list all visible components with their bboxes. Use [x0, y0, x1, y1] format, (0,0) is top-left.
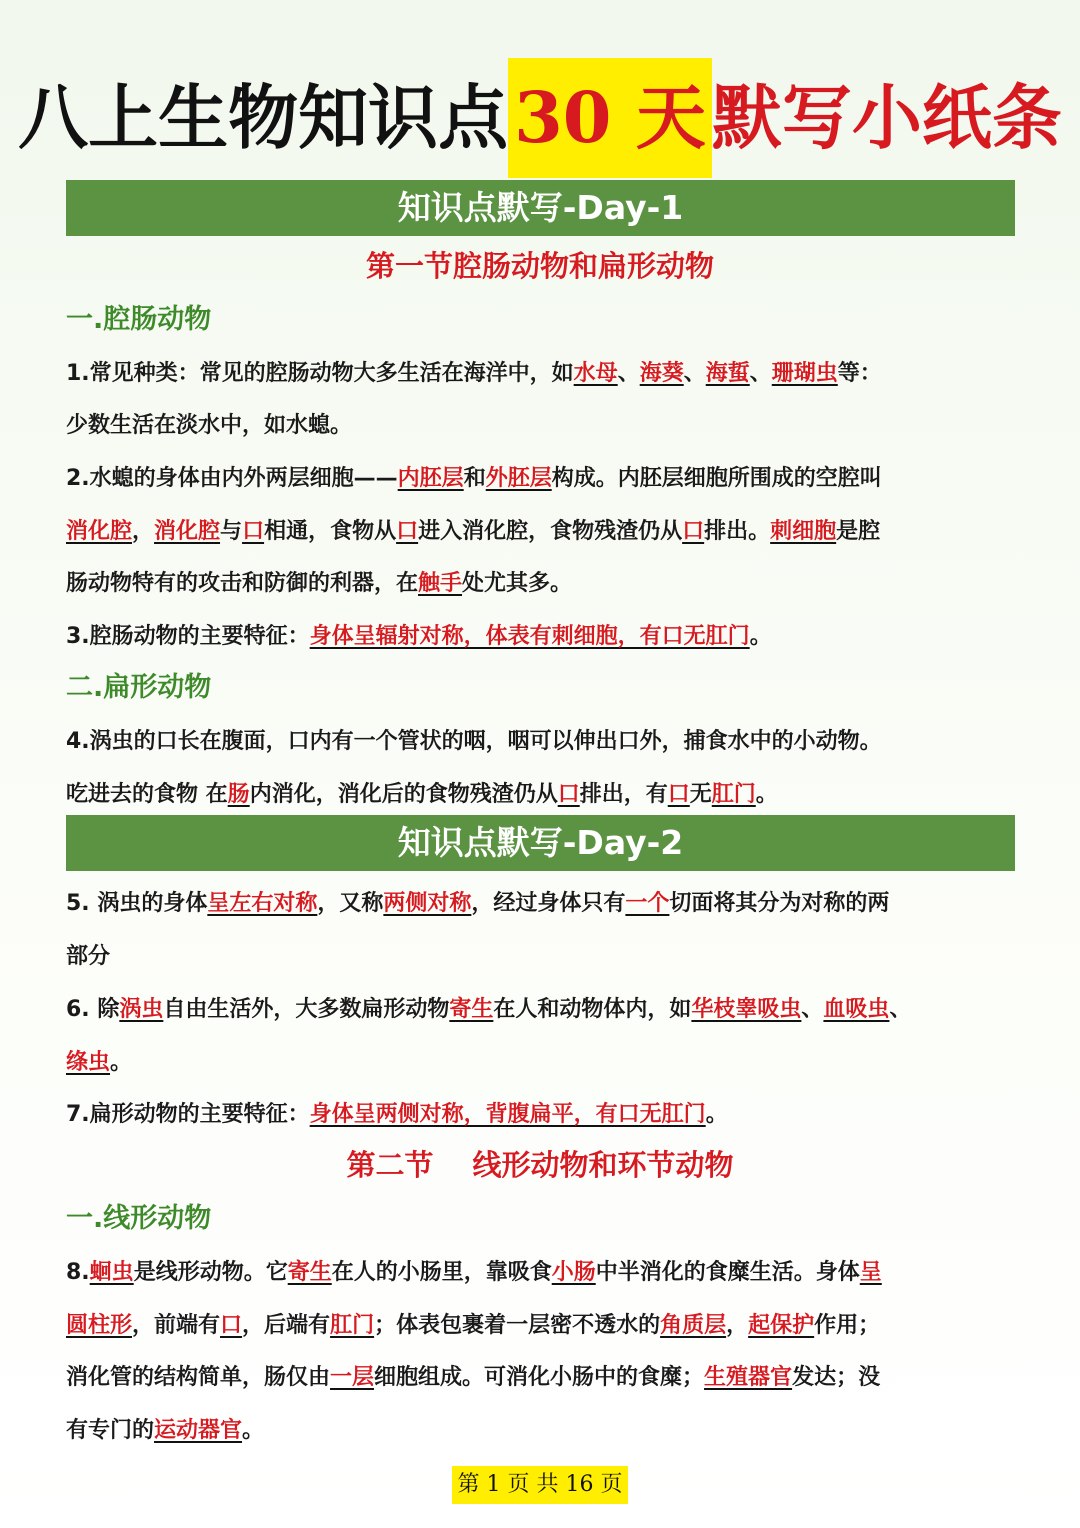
answer: 肛门: [711, 782, 756, 807]
text-line: 3.腔肠动物的主要特征：身体呈辐射对称，体表有刺细胞，有口无肛门。: [66, 624, 772, 649]
subheading-flatworms: 二.扁形动物: [66, 672, 212, 703]
answer: 口: [242, 519, 265, 544]
answer: 触手: [418, 571, 463, 596]
answer: 生殖器官: [704, 1365, 793, 1390]
answer: 寄生: [287, 1260, 332, 1285]
answer: 消化腔: [66, 519, 133, 544]
answer: 口: [682, 519, 705, 544]
text-line: 少数生活在淡水中，如水螅。: [66, 413, 353, 438]
answer: 寄生: [449, 997, 494, 1022]
page-footer: [0, 1466, 1080, 1504]
answer: 绦虫: [66, 1050, 111, 1075]
title-part-3: 默写小纸条: [711, 76, 1062, 159]
answer: 内胚层: [397, 466, 464, 491]
answer: 起保护: [748, 1313, 815, 1338]
text-line: 消化管的结构简单，肠仅由一层细胞组成。可消化小肠中的食糜；生殖器官发达；没: [66, 1365, 881, 1390]
text-line: 4.涡虫的口长在腹面，口内有一个管状的咽，咽可以伸出口外，捕食水中的小动物。: [66, 729, 882, 754]
text-line: 部分: [66, 944, 111, 969]
answer: 肠: [227, 782, 250, 807]
text-line: 吃进去的食物 在肠内消化，消化后的食物残渣仍从口排出，有口无肛门。: [66, 782, 778, 807]
text-line: 2.水螅的身体由内外两层细胞——内胚层和外胚层构成。内胚层细胞所围成的空腔叫: [66, 466, 882, 491]
answer: 身体呈辐射对称，体表有刺细胞，有口无肛门: [309, 624, 750, 649]
answer: 两侧对称: [383, 891, 472, 916]
answer: 口: [557, 782, 580, 807]
page-title: [0, 58, 1080, 178]
answer: 一个: [625, 891, 670, 916]
text-line: 8.蛔虫是线形动物。它寄生在人的小肠里，靠吸食小肠中半消化的食糜生活。身体呈: [66, 1260, 882, 1285]
section-2-title: 第二节 线形动物和环节动物: [346, 1148, 734, 1182]
answer: 外胚层: [485, 466, 552, 491]
answer: 口: [396, 519, 419, 544]
answer: 血吸虫: [823, 997, 890, 1022]
answer: 圆柱形: [66, 1313, 133, 1338]
answer: 珊瑚虫: [771, 361, 838, 386]
answer: 海蜇: [705, 361, 750, 386]
text-line: 消化腔，消化腔与口相通，食物从口进入消化腔，食物残渣仍从口排出。刺细胞是腔: [66, 519, 881, 544]
text-line: 肠动物特有的攻击和防御的利器，在触手处尤其多。: [66, 571, 573, 596]
answer: 一层: [330, 1365, 375, 1390]
answer: 肛门: [330, 1313, 375, 1338]
text-line: 绦虫。: [66, 1050, 133, 1075]
text-line: 有专门的运动器官。: [66, 1418, 265, 1443]
text-line: 圆柱形，前端有口，后端有肛门；体表包裹着一层密不透水的角质层，起保护作用；: [66, 1313, 881, 1338]
day-1-banner: 知识点默写-Day-1: [66, 180, 1015, 236]
answer: 呈左右对称: [207, 891, 318, 916]
subheading-coelenterata: 一.腔肠动物: [66, 304, 212, 335]
text-line: 6. 除涡虫自由生活外，大多数扁形动物寄生在人和动物体内，如华枝睾吸虫、血吸虫、: [66, 997, 912, 1022]
answer: 角质层: [660, 1313, 727, 1338]
answer: 刺细胞: [770, 519, 837, 544]
section-1-title: 第一节腔肠动物和扁形动物: [365, 249, 714, 283]
answer: 涡虫: [119, 997, 164, 1022]
answer: 口: [667, 782, 690, 807]
answer: 消化腔: [154, 519, 221, 544]
answer: 小肠: [551, 1260, 596, 1285]
day-2-banner: 知识点默写-Day-2: [66, 815, 1015, 871]
page-number: 第 1 页 共 16 页: [452, 1466, 629, 1504]
answer: 身体呈两侧对称，背腹扁平，有口无肛门: [309, 1102, 706, 1127]
text-line: 7.扁形动物的主要特征：身体呈两侧对称，背腹扁平，有口无肛门。: [66, 1102, 728, 1127]
answer: 华枝睾吸虫: [691, 997, 802, 1022]
subheading-nematodes: 一.线形动物: [66, 1203, 212, 1234]
answer: 呈: [859, 1260, 882, 1285]
answer: 运动器官: [154, 1418, 243, 1443]
answer: 水母: [573, 361, 618, 386]
text-line: 5. 涡虫的身体呈左右对称，又称两侧对称，经过身体只有一个切面将其分为对称的两: [66, 891, 890, 916]
answer: 海葵: [639, 361, 684, 386]
answer: 口: [220, 1313, 243, 1338]
title-highlight: 30 天: [508, 58, 712, 178]
answer: 蛔虫: [89, 1260, 134, 1285]
title-part-1: 八上生物知识点: [18, 76, 509, 159]
text-line: 1.常见种类：常见的腔肠动物大多生活在海洋中，如水母、海葵、海蜇、珊瑚虫等：: [66, 361, 882, 386]
